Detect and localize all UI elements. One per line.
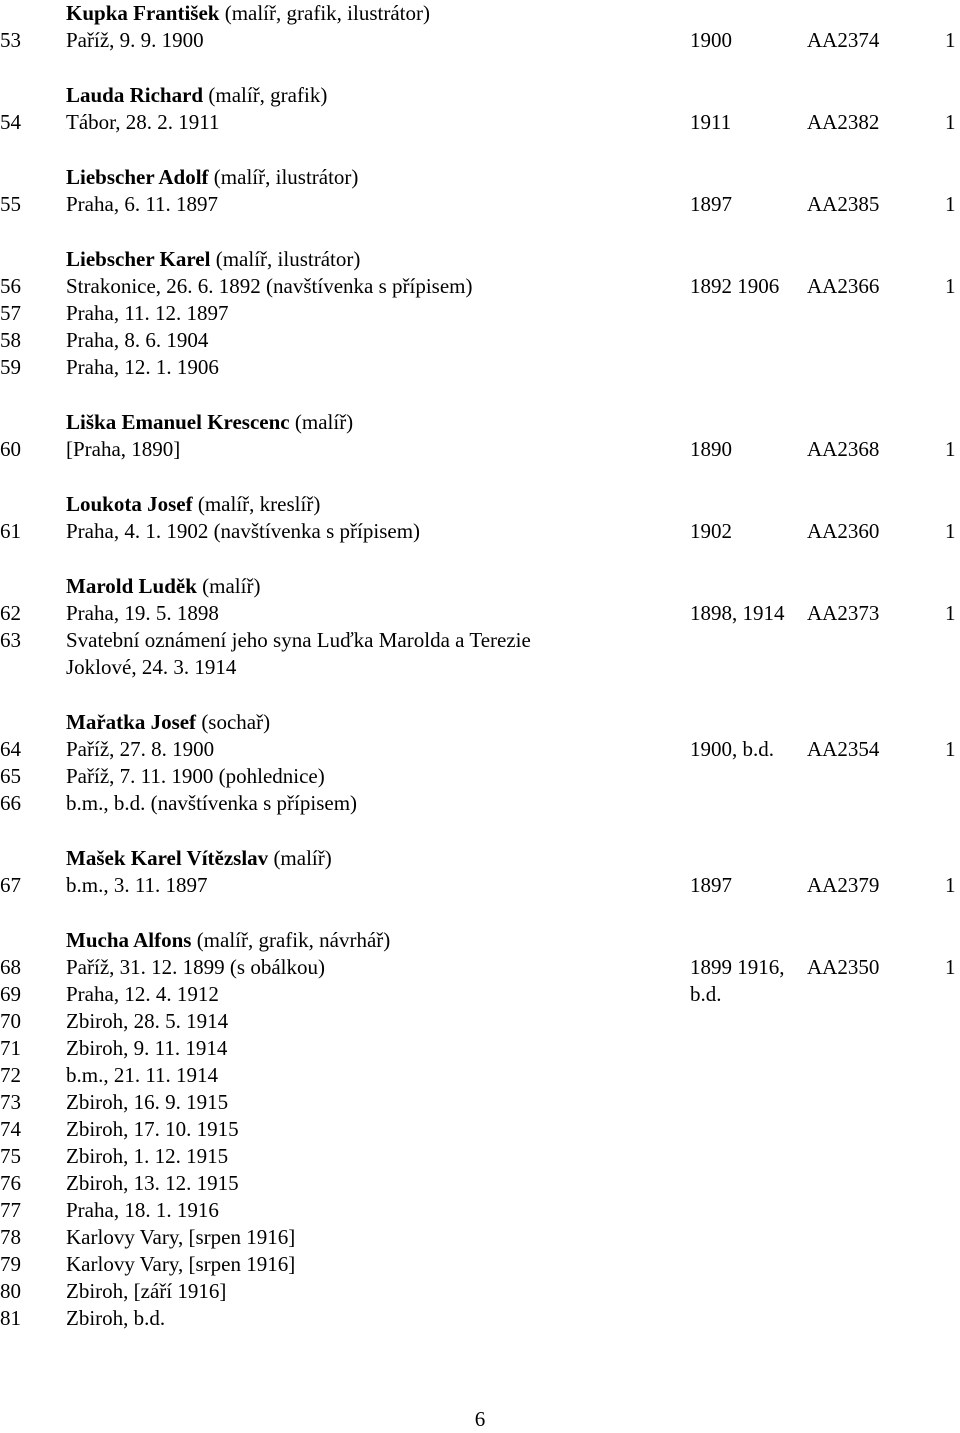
item-row bbox=[0, 1170, 960, 1197]
box-count: 1 bbox=[945, 437, 956, 461]
item-description: Paříž, 31. 12. 1899 (s obálkou) bbox=[66, 955, 325, 979]
item-description: Strakonice, 26. 6. 1892 (navštívenka s přípisem) bbox=[66, 274, 473, 298]
item-number: 56 bbox=[0, 274, 21, 298]
item-row bbox=[0, 327, 960, 354]
item-description: Praha, 4. 1. 1902 (navštívenka s přípisem) bbox=[66, 519, 421, 543]
archive-signature: AA2366 bbox=[807, 274, 880, 298]
box-count: 1 bbox=[945, 192, 956, 216]
item-description: b.m., b.d. (navštívenka s přípisem) bbox=[66, 791, 358, 815]
item-number: 75 bbox=[0, 1144, 21, 1168]
item-description: Joklové, 24. 3. 1914 bbox=[66, 655, 237, 679]
item-description: Praha, 8. 6. 1904 bbox=[66, 328, 209, 352]
item-description: Karlovy Vary, [srpen 1916] bbox=[66, 1225, 296, 1249]
item-description: Zbiroh, 16. 9. 1915 bbox=[66, 1090, 229, 1114]
date-range: 1897 bbox=[690, 192, 732, 216]
item-row bbox=[0, 981, 960, 1008]
entry-group bbox=[0, 491, 960, 545]
item-number: 74 bbox=[0, 1117, 21, 1141]
item-description: Paříž, 7. 11. 1900 (pohlednice) bbox=[66, 764, 325, 788]
box-count: 1 bbox=[945, 873, 956, 897]
item-number: 61 bbox=[0, 519, 21, 543]
person-role: (malíř) bbox=[294, 410, 354, 434]
archive-signature: AA2382 bbox=[807, 110, 880, 134]
item-row bbox=[0, 954, 960, 981]
item-description: b.m., 3. 11. 1897 bbox=[66, 873, 208, 897]
item-number: 59 bbox=[0, 355, 21, 379]
box-count: 1 bbox=[945, 601, 956, 625]
item-number: 80 bbox=[0, 1279, 21, 1303]
item-row bbox=[0, 109, 960, 136]
person-heading bbox=[0, 845, 960, 872]
archive-signature: AA2379 bbox=[807, 873, 880, 897]
item-number: 60 bbox=[0, 437, 21, 461]
item-row bbox=[0, 790, 960, 817]
date-range: 1911 bbox=[690, 110, 732, 134]
item-description: Paříž, 9. 9. 1900 bbox=[66, 28, 204, 52]
item-number: 66 bbox=[0, 791, 21, 815]
item-number: 54 bbox=[0, 110, 21, 134]
item-row bbox=[0, 1008, 960, 1035]
item-number: 67 bbox=[0, 873, 21, 897]
item-row bbox=[0, 1089, 960, 1116]
item-number: 69 bbox=[0, 982, 21, 1006]
entry-group bbox=[0, 246, 960, 381]
archive-signature: AA2350 bbox=[807, 955, 880, 979]
item-description: Zbiroh, 1. 12. 1915 bbox=[66, 1144, 229, 1168]
archive-signature: AA2360 bbox=[807, 519, 880, 543]
item-row bbox=[0, 1251, 960, 1278]
archive-signature: AA2385 bbox=[807, 192, 880, 216]
box-count: 1 bbox=[945, 110, 956, 134]
page-number: 6 bbox=[474, 1407, 486, 1431]
archive-signature: AA2373 bbox=[807, 601, 880, 625]
item-description: Praha, 11. 12. 1897 bbox=[66, 301, 229, 325]
item-row bbox=[0, 600, 960, 627]
item-number: 72 bbox=[0, 1063, 21, 1087]
item-row bbox=[0, 27, 960, 54]
archive-signature: AA2374 bbox=[807, 28, 880, 52]
person-name: Loukota Josef bbox=[66, 492, 193, 516]
item-number: 68 bbox=[0, 955, 21, 979]
item-row bbox=[0, 191, 960, 218]
item-row bbox=[0, 763, 960, 790]
item-description: Tábor, 28. 2. 1911 bbox=[66, 110, 220, 134]
person-role: (malíř, grafik, ilustrátor) bbox=[224, 1, 430, 25]
person-name: Mucha Alfons bbox=[66, 928, 192, 952]
item-row bbox=[0, 1197, 960, 1224]
item-row bbox=[0, 872, 960, 899]
item-description: Zbiroh, 28. 5. 1914 bbox=[66, 1009, 229, 1033]
item-row bbox=[0, 1143, 960, 1170]
item-description: Zbiroh, b.d. bbox=[66, 1306, 166, 1330]
item-row bbox=[0, 1116, 960, 1143]
item-description: Zbiroh, 17. 10. 1915 bbox=[66, 1117, 239, 1141]
archive-signature: AA2368 bbox=[807, 437, 880, 461]
date-range: 1900, b.d. bbox=[690, 737, 774, 761]
person-name: Liebscher Karel bbox=[66, 247, 211, 271]
date-range: 1899 1916, bbox=[690, 955, 785, 979]
person-name: Liebscher Adolf bbox=[66, 165, 209, 189]
item-row bbox=[0, 436, 960, 463]
date-range: 1897 bbox=[690, 873, 732, 897]
archive-signature: AA2354 bbox=[807, 737, 880, 761]
item-number: 71 bbox=[0, 1036, 21, 1060]
person-name: Mařatka Josef bbox=[66, 710, 197, 734]
item-row bbox=[0, 654, 960, 681]
item-row bbox=[0, 1062, 960, 1089]
item-number: 73 bbox=[0, 1090, 21, 1114]
person-role: (malíř) bbox=[273, 846, 332, 870]
item-description: Karlovy Vary, [srpen 1916] bbox=[66, 1252, 296, 1276]
item-number: 55 bbox=[0, 192, 21, 216]
date-range: 1898, 1914 bbox=[690, 601, 785, 625]
item-description: Zbiroh, [září 1916] bbox=[66, 1279, 227, 1303]
person-heading bbox=[0, 491, 960, 518]
item-number: 81 bbox=[0, 1306, 21, 1330]
entry-group bbox=[0, 573, 960, 681]
item-description: Praha, 12. 4. 1912 bbox=[66, 982, 219, 1006]
item-number: 57 bbox=[0, 301, 21, 325]
box-count: 1 bbox=[945, 955, 956, 979]
person-heading bbox=[0, 0, 960, 27]
person-role: (malíř, grafik, návrhář) bbox=[196, 928, 391, 952]
entry-group bbox=[0, 164, 960, 218]
item-description: Zbiroh, 9. 11. 1914 bbox=[66, 1036, 228, 1060]
box-count: 1 bbox=[945, 274, 956, 298]
box-count: 1 bbox=[945, 737, 956, 761]
date-range: 1890 bbox=[690, 437, 732, 461]
item-description: Svatební oznámení jeho syna Luďka Marolda a Terezie bbox=[66, 628, 531, 652]
item-description: Praha, 12. 1. 1906 bbox=[66, 355, 219, 379]
person-name: Liška Emanuel Krescenc bbox=[66, 410, 290, 434]
item-number: 79 bbox=[0, 1252, 21, 1276]
person-name: Kupka František bbox=[66, 1, 220, 25]
date-range: 1900 bbox=[690, 28, 732, 52]
item-description: Paříž, 27. 8. 1900 bbox=[66, 737, 215, 761]
item-description: Praha, 18. 1. 1916 bbox=[66, 1198, 219, 1222]
item-description: Praha, 6. 11. 1897 bbox=[66, 192, 219, 216]
date-range: 1902 bbox=[690, 519, 732, 543]
person-name: Marold Luděk bbox=[66, 574, 197, 598]
item-number: 65 bbox=[0, 764, 21, 788]
item-row bbox=[0, 1035, 960, 1062]
person-role: (malíř, kreslíř) bbox=[197, 492, 321, 516]
item-number: 64 bbox=[0, 737, 21, 761]
item-row bbox=[0, 627, 960, 654]
person-heading bbox=[0, 82, 960, 109]
item-row bbox=[0, 273, 960, 300]
item-number: 78 bbox=[0, 1225, 21, 1249]
item-row bbox=[0, 1278, 960, 1305]
item-row bbox=[0, 354, 960, 381]
item-description: Zbiroh, 13. 12. 1915 bbox=[66, 1171, 239, 1195]
person-role: (malíř, ilustrátor) bbox=[213, 165, 359, 189]
entry-group bbox=[0, 82, 960, 136]
item-number: 70 bbox=[0, 1009, 21, 1033]
person-name: Mašek Karel Vítězslav bbox=[66, 846, 269, 870]
box-count: 1 bbox=[945, 28, 956, 52]
date-range-continued: b.d. bbox=[690, 982, 722, 1006]
person-role: (malíř, grafik) bbox=[208, 83, 328, 107]
item-description: b.m., 21. 11. 1914 bbox=[66, 1063, 219, 1087]
entry-group bbox=[0, 927, 960, 1332]
item-number: 62 bbox=[0, 601, 21, 625]
item-row bbox=[0, 736, 960, 763]
item-row bbox=[0, 518, 960, 545]
item-number: 63 bbox=[0, 628, 21, 652]
entry-group bbox=[0, 0, 960, 54]
person-role: (malíř) bbox=[202, 574, 261, 598]
person-heading bbox=[0, 709, 960, 736]
item-number: 77 bbox=[0, 1198, 21, 1222]
item-row bbox=[0, 1224, 960, 1251]
person-heading bbox=[0, 164, 960, 191]
item-number: 58 bbox=[0, 328, 21, 352]
person-role: (sochař) bbox=[201, 710, 271, 734]
entry-group bbox=[0, 845, 960, 899]
item-row bbox=[0, 1305, 960, 1332]
person-role: (malíř, ilustrátor) bbox=[215, 247, 361, 271]
person-heading bbox=[0, 927, 960, 954]
item-number: 76 bbox=[0, 1171, 21, 1195]
person-name: Lauda Richard bbox=[66, 83, 204, 107]
box-count: 1 bbox=[945, 519, 956, 543]
item-description: Praha, 19. 5. 1898 bbox=[66, 601, 219, 625]
person-heading bbox=[0, 246, 960, 273]
entry-group bbox=[0, 709, 960, 817]
item-number: 53 bbox=[0, 28, 21, 52]
item-description: [Praha, 1890] bbox=[66, 437, 181, 461]
item-row bbox=[0, 300, 960, 327]
person-heading bbox=[0, 409, 960, 436]
person-heading bbox=[0, 573, 960, 600]
entry-group bbox=[0, 409, 960, 463]
date-range: 1892 1906 bbox=[690, 274, 780, 298]
